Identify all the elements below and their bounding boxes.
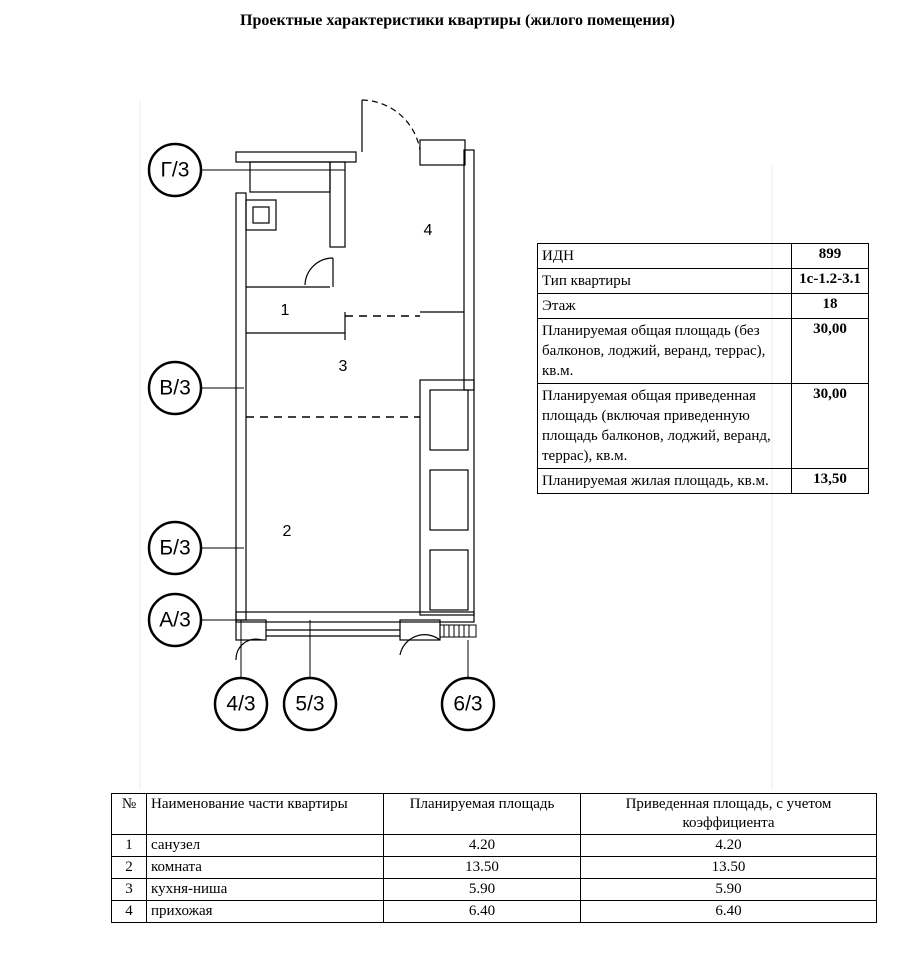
table-row: [538, 469, 869, 494]
apartment-info-table: [537, 243, 869, 494]
table-row: [112, 879, 877, 901]
info-value: 899: [792, 244, 869, 269]
room-number: 3: [338, 358, 348, 375]
room-area: 6.40: [384, 901, 581, 923]
axis-label: Г/3: [160, 158, 190, 182]
room-index: 3: [112, 879, 147, 901]
room-area: 13.50: [384, 857, 581, 879]
room-number: 4: [423, 222, 433, 239]
walls: [236, 140, 474, 640]
axis-markers: [149, 144, 494, 730]
radiator-grille: [440, 625, 476, 637]
room-number: 1: [280, 302, 290, 319]
info-value: 18: [792, 294, 869, 319]
table-row: [538, 244, 869, 269]
rooms-table: [111, 793, 877, 923]
room-reduced-area: 4.20: [581, 835, 877, 857]
room-reduced-area: 13.50: [581, 857, 877, 879]
table-row: [112, 835, 877, 857]
room-name: комната: [147, 857, 384, 879]
table-header-row: [112, 794, 877, 835]
table-row: [112, 857, 877, 879]
info-value: 30,00: [792, 319, 869, 384]
room-index: 2: [112, 857, 147, 879]
zone-dividers: [246, 316, 420, 417]
info-label: ИДН: [538, 244, 792, 269]
info-label: Планируемая общая площадь (без балконов, лоджий, веранд, террас), кв.м.: [538, 319, 792, 384]
room-number: 2: [282, 523, 292, 540]
info-value: 30,00: [792, 384, 869, 469]
axis-label: 6/3: [453, 692, 483, 716]
table-row: [538, 294, 869, 319]
column-header: №: [112, 794, 147, 835]
room-area: 5.90: [384, 879, 581, 901]
axis-label: 4/3: [226, 692, 256, 716]
room-reduced-area: 6.40: [581, 901, 877, 923]
column-header: Планируемая площадь: [384, 794, 581, 835]
axis-label: А/3: [159, 608, 191, 632]
room-reduced-area: 5.90: [581, 879, 877, 901]
table-row: [538, 319, 869, 384]
info-label: Планируемая жилая площадь, кв.м.: [538, 469, 792, 494]
room-index: 4: [112, 901, 147, 923]
doors: [236, 100, 440, 660]
info-value: 1с-1.2-3.1: [792, 269, 869, 294]
room-name: прихожая: [147, 901, 384, 923]
page-title: Проектные характеристики квартиры (жилого помещения): [240, 12, 675, 29]
column-header: Приведенная площадь, с учетом коэффициента: [581, 794, 877, 835]
column-header: Наименование части квартиры: [147, 794, 384, 835]
axis-label: Б/3: [159, 536, 191, 560]
room-name: кухня-ниша: [147, 879, 384, 901]
axis-label: 5/3: [295, 692, 325, 716]
room-area: 4.20: [384, 835, 581, 857]
table-row: [538, 269, 869, 294]
table-row: [112, 901, 877, 923]
info-value: 13,50: [792, 469, 869, 494]
table-row: [538, 384, 869, 469]
room-index: 1: [112, 835, 147, 857]
info-label: Тип квартиры: [538, 269, 792, 294]
info-label: Этаж: [538, 294, 792, 319]
room-name: санузел: [147, 835, 384, 857]
axis-label: В/3: [159, 376, 191, 400]
info-label: Планируемая общая приведенная площадь (включая приведенную площадь балконов, лоджий, веранд, террас), кв.м.: [538, 384, 792, 469]
